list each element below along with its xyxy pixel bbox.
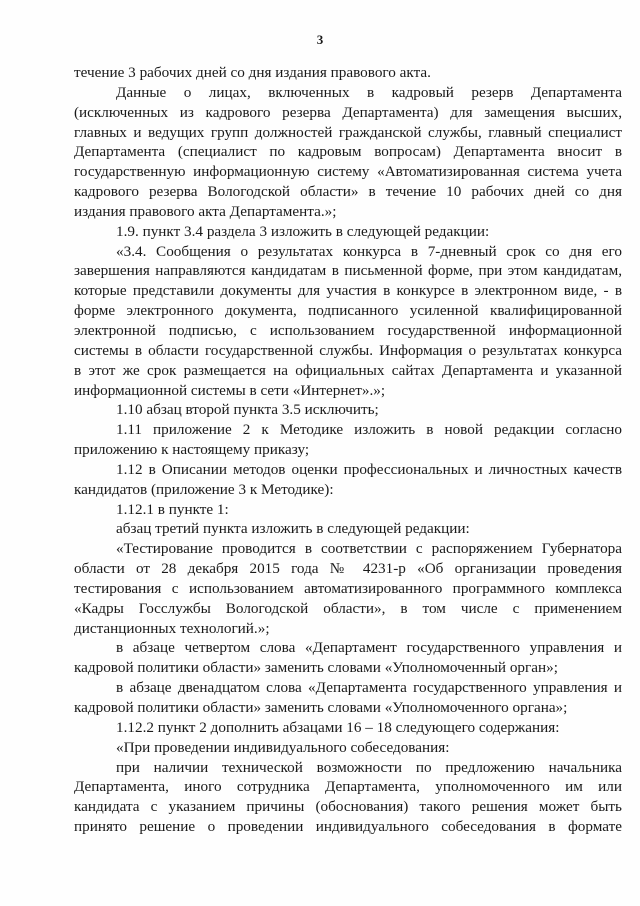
text-line: при наличии технической возможности по предложению начальника	[116, 758, 622, 776]
text-line: кандидата с указанием причины (обоснования) такого решения может быть	[74, 798, 622, 816]
text-line: 1.11 приложение 2 к Методике изложить в новой редакции согласно	[116, 421, 622, 439]
text-line: 1.12.1 в пункте 1:	[116, 500, 229, 518]
text-line: в абзаце четвертом слова «Департамент государственного управления и	[116, 639, 622, 657]
text-line: течение 3 рабочих дней со дня издания правового акта.	[74, 64, 431, 81]
text-line: Департамента, иного сотрудника Департамента, уполномоченного им или	[74, 778, 622, 796]
text-line: в этот же срок размещается на официальных сайтах Департамента и указанной	[74, 361, 622, 379]
text-line: издания правового акта Департамента.»;	[74, 202, 337, 220]
page-number: 3	[316, 32, 324, 47]
text-line: дистанционных технологий.»;	[74, 619, 270, 637]
text-line: Данные о лицах, включенных в кадровый резерв Департамента	[116, 83, 622, 101]
text-line: «При проведении индивидуального собеседования:	[116, 738, 450, 756]
text-line: кандидатов (приложение 3 к Методике):	[74, 480, 334, 498]
text-line: тестирования с использованием автоматизированного программного комплекса	[74, 579, 622, 597]
text-line: 1.12.2 пункт 2 дополнить абзацами 16 – 18 следующего содержания:	[116, 718, 560, 736]
text-line: (исключенных из кадрового резерва Департамента) для замещения высших,	[74, 103, 622, 121]
document-body	[74, 63, 622, 837]
text-line: кадрового резерва Вологодской области» в течение 10 рабочих дней со дня	[74, 183, 622, 201]
text-line: в абзаце двенадцатом слова «Департамента государственного управления и	[116, 679, 622, 697]
text-line: «3.4. Сообщения о результатах конкурса в 7-дневный срок со дня его	[116, 242, 622, 260]
text-line: абзац третий пункта изложить в следующей редакции:	[116, 520, 470, 538]
text-line: 1.12 в Описании методов оценки профессиональных и личностных качеств	[116, 460, 622, 478]
text-line: «Тестирование проводится в соответствии с распоряжением Губернатора	[116, 540, 622, 558]
text-line: электронной подписью, с использованием государственной информационной	[74, 321, 622, 339]
text-line: кадровой политики области» заменить словами «Уполномоченного органа»;	[74, 699, 568, 716]
text-line: 1.9. пункт 3.4 раздела 3 изложить в следующей редакции:	[116, 222, 490, 240]
text-line: кадровой политики области» заменить словами «Уполномоченный орган»;	[74, 659, 558, 677]
text-line: приложению к настоящему приказу;	[74, 441, 310, 459]
text-line: «Кадры Госслужбы Вологодской области», в том числе с применением	[74, 599, 622, 617]
text-line: форме электронного документа, подписанного усиленной квалифицированной	[74, 302, 622, 320]
text-line: государственную информационную систему «Автоматизированная система учета	[74, 163, 622, 181]
text-line: главных и ведущих групп должностей гражданской службы, главный специалист	[74, 123, 622, 141]
text-line: принято решение о проведении индивидуального собеседования в формате	[74, 818, 622, 836]
text-line: 1.10 абзац второй пункта 3.5 исключить;	[116, 401, 379, 419]
text-line: информационной системы в сети «Интернет».»;	[74, 381, 386, 399]
text-line: которые представили документы для участия в конкурсе в электронном виде, - в	[74, 282, 622, 300]
text-line: системы в области государственной службы. Информация о результатах конкурса	[74, 341, 622, 359]
text-line: завершения направляются кандидатам в письменной форме, при этом кандидатам,	[74, 262, 622, 280]
text-line: Департамента (специалист по кадровым вопросам) Департамента вносит в	[74, 143, 622, 161]
text-line: области от 28 декабря 2015 года № 4231-р «Об организации проведения	[74, 560, 622, 578]
